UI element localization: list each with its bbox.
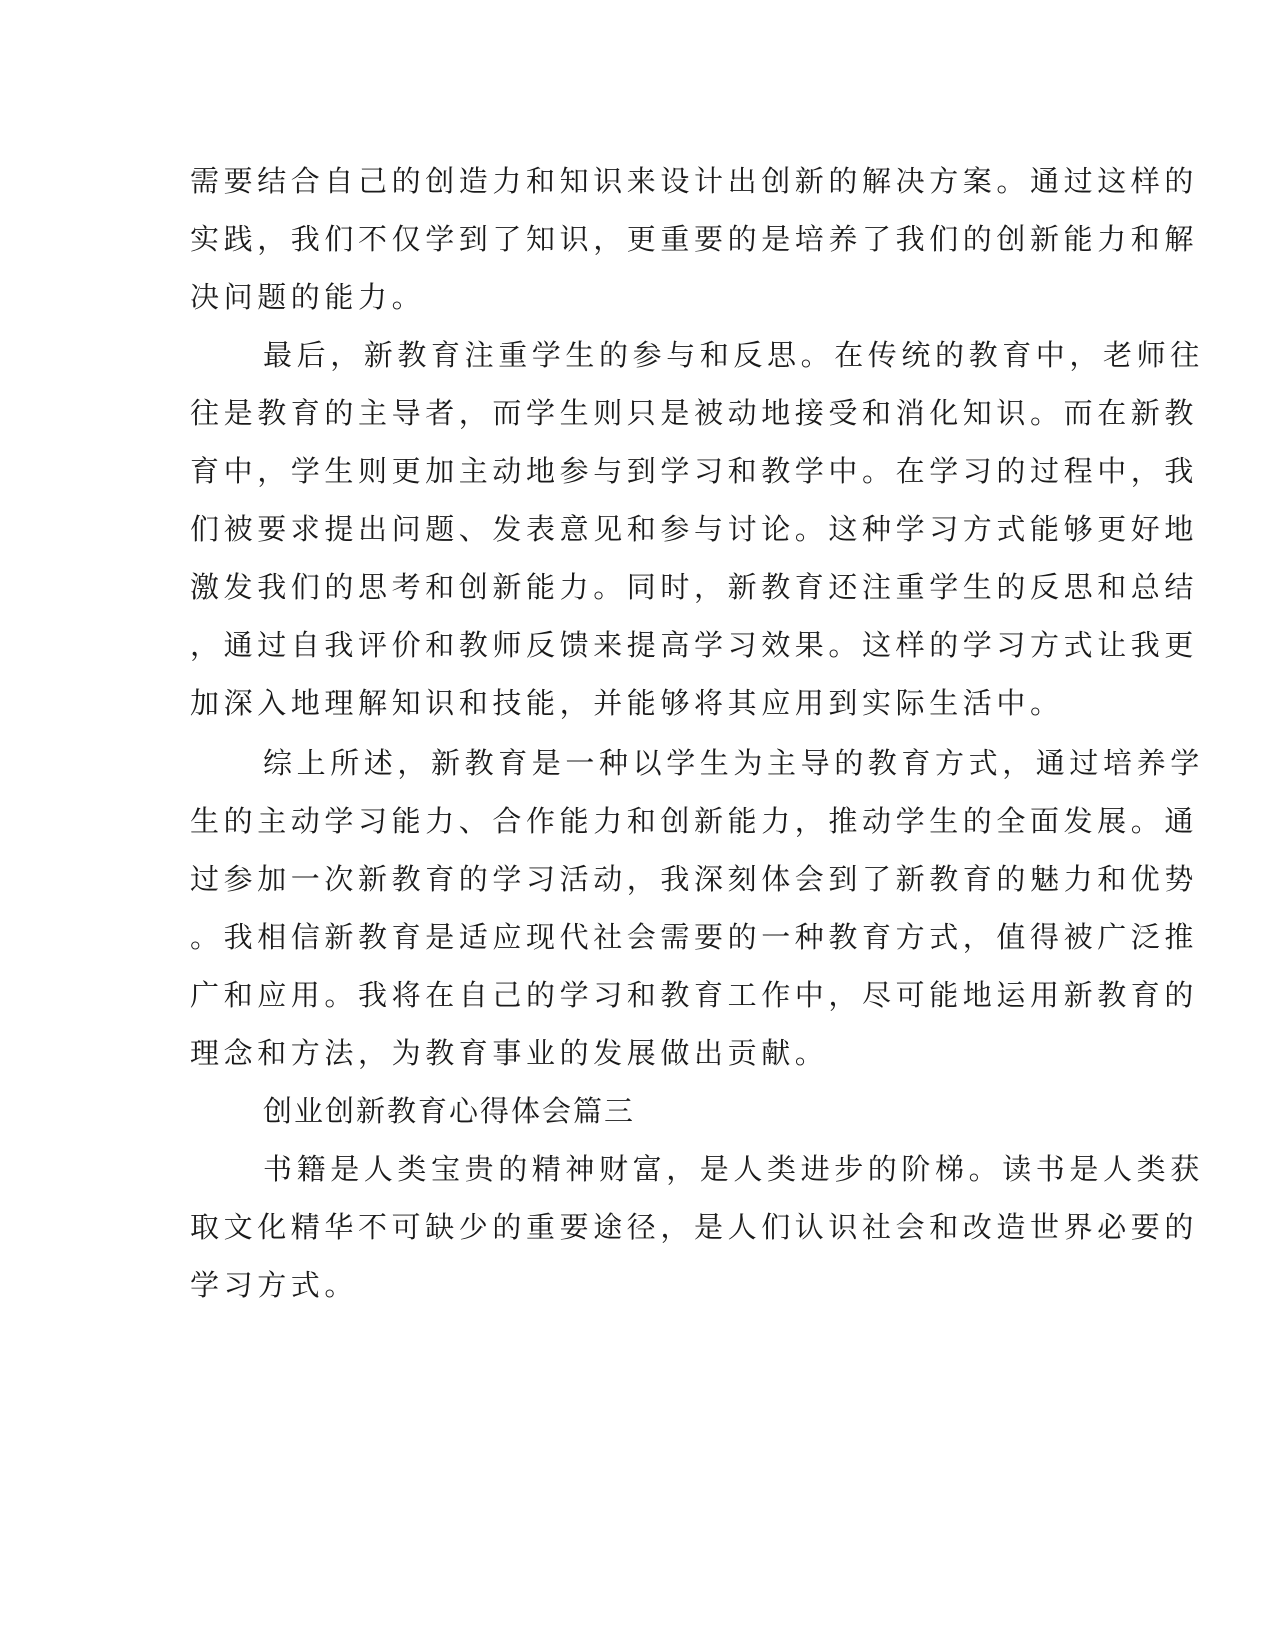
text-line: 学习方式。 <box>190 1268 359 1302</box>
text-line: 最后，新教育注重学生的参与和反思。在传统的教育中，老师往 <box>263 338 1204 372</box>
text-line: 往是教育的主导者，而学生则只是被动地接受和消化知识。而在新教 <box>190 396 1199 430</box>
text-line: 激发我们的思考和创新能力。同时，新教育还注重学生的反思和总结 <box>190 570 1199 604</box>
text-line: 们被要求提出问题、发表意见和参与讨论。这种学习方式能够更好地 <box>190 512 1199 546</box>
text-line: 取文化精华不可缺少的重要途径，是人们认识社会和改造世界必要的 <box>190 1210 1199 1244</box>
text-line: 决问题的能力。 <box>190 280 426 314</box>
text-line: 育中，学生则更加主动地参与到学习和教学中。在学习的过程中，我 <box>190 454 1199 488</box>
text-line: 过参加一次新教育的学习活动，我深刻体会到了新教育的魅力和优势 <box>190 862 1199 896</box>
text-line: 书籍是人类宝贵的精神财富，是人类进步的阶梯。读书是人类获 <box>263 1152 1204 1186</box>
text-line: 广和应用。我将在自己的学习和教育工作中，尽可能地运用新教育的 <box>190 978 1199 1012</box>
section-heading: 创业创新教育心得体会篇三 <box>263 1094 636 1128</box>
text-line: 加深入地理解知识和技能，并能够将其应用到实际生活中。 <box>190 686 1064 720</box>
text-line: 生的主动学习能力、合作能力和创新能力，推动学生的全面发展。通 <box>190 804 1199 838</box>
text-line: ，通过自我评价和教师反馈来提高学习效果。这样的学习方式让我更 <box>190 628 1199 662</box>
text-line: 需要结合自己的创造力和知识来设计出创新的解决方案。通过这样的 <box>190 164 1199 198</box>
text-line: 理念和方法，为教育事业的发展做出贡献。 <box>190 1036 829 1070</box>
text-line: 综上所述，新教育是一种以学生为主导的教育方式，通过培养学 <box>263 746 1204 780</box>
text-line: 。我相信新教育是适应现代社会需要的一种教育方式，值得被广泛推 <box>190 920 1199 954</box>
text-line: 实践，我们不仅学到了知识，更重要的是培养了我们的创新能力和解 <box>190 222 1199 256</box>
